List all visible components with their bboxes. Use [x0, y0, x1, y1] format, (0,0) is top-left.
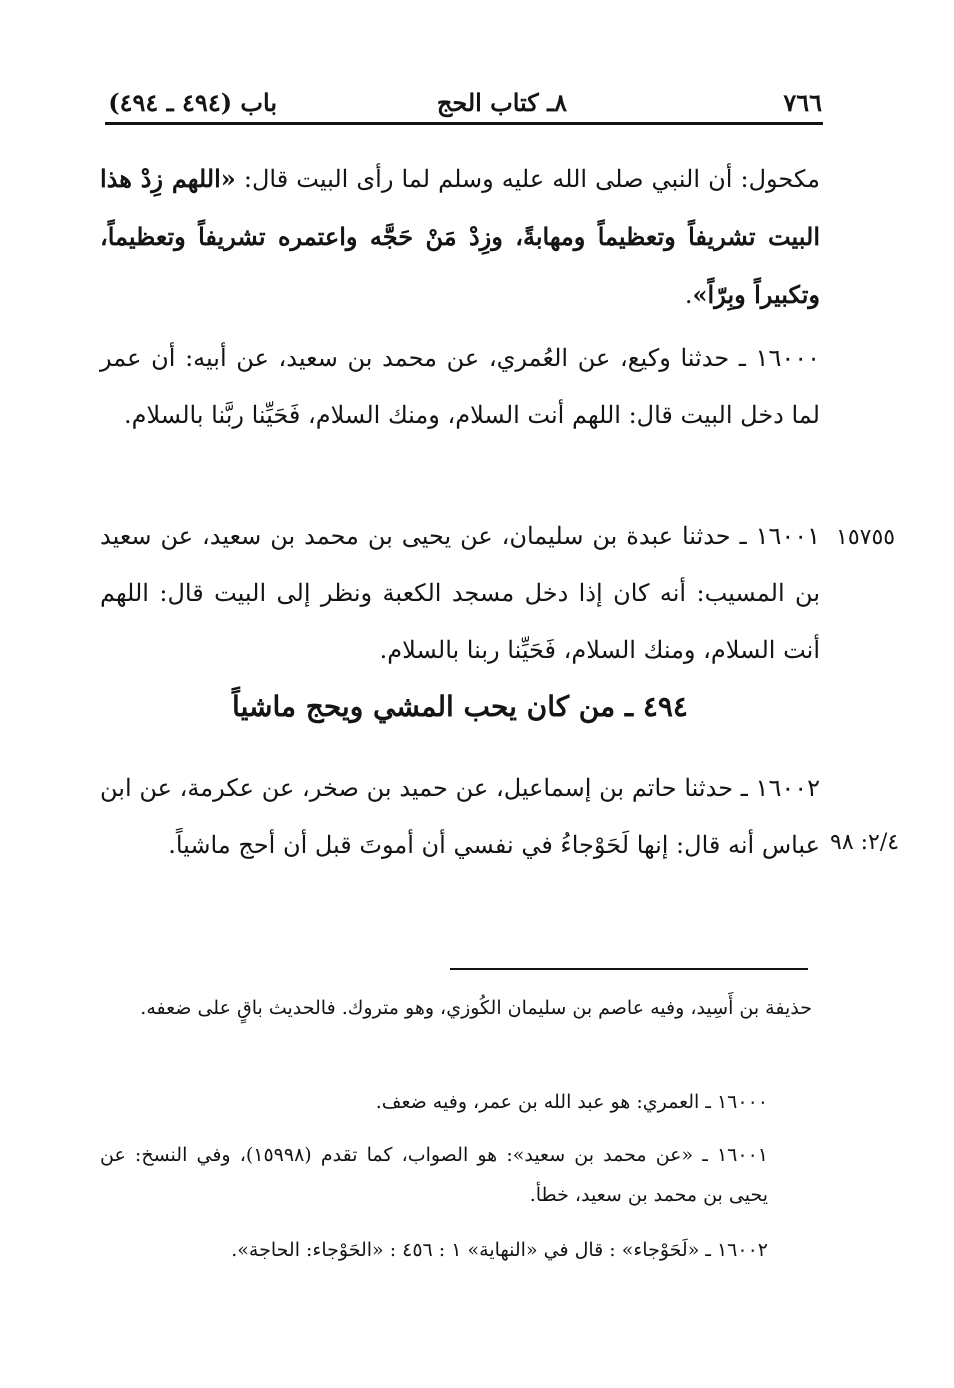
- page-number: ٧٦٦: [783, 88, 822, 117]
- footnote-16000: ١٦٠٠٠ ـ العمري: هو عبد الله بن عمر، وفيه ضعف.: [375, 1091, 768, 1113]
- section-heading: ٤٩٤ ـ من كان يحب المشي ويحج ماشياً: [232, 690, 688, 723]
- page-header: [100, 80, 822, 120]
- margin-reference-15755: ١٥٧٥٥: [836, 525, 896, 550]
- footnote-rule: [450, 968, 808, 970]
- margin-reference-volume: ٢/٤: ٩٨: [830, 830, 900, 855]
- paragraph-text: مكحول: أن النبي صلى الله عليه وسلم لما رأى البيت قال:: [235, 165, 821, 193]
- hadith-16001: ١٦٠٠١ ـ حدثنا عبدة بن سليمان، عن يحيى بن محمد بن سعيد، عن سعيد بن المسيب: أنه كان إذا دخل مسجد الكعبة ونظر إلى البيت قال: اللهم أنت السلام، ومنك السلام، فَحَيِّنا ربنا بالسلام.: [100, 522, 821, 664]
- footnote-continuation: حذيفة بن أَسِيد، وفيه عاصم بن سليمان الكُوزي، وهو متروك. فالحديث باقٍ على ضعفه.: [140, 997, 812, 1019]
- footnote-16001: ١٦٠٠١ ـ «عن محمد بن سعيد»: هو الصواب، كما تقدم (١٥٩٩٨)، وفي النسخ: عن يحيى بن محمد بن سعيد، خطأ.: [100, 1144, 768, 1206]
- hadith-16000: ١٦٠٠٠ ـ حدثنا وكيع، عن العُمري، عن محمد بن سعيد، عن أبيه: أن عمر لما دخل البيت قال: اللهم أنت السلام، ومنك السلام، فَحَيِّنا ربَّنا بالسلام.: [100, 344, 820, 429]
- book-title: ٨ـ كتاب الحج: [436, 88, 567, 117]
- chapter-range: باب (٤٩٤ ـ ٤٩٤): [108, 88, 277, 117]
- paragraph-end: .: [684, 281, 693, 309]
- dua-quote: «اللهم زِدْ هذا البيت تشريفاً وتعظيماً ومهابةً، وزِدْ مَنْ حَجَّه واعتمره تشريفاً وتعظيماً، وتكبيراً وبِرّاً»: [100, 164, 820, 309]
- hadith-16002: ١٦٠٠٢ ـ حدثنا حاتم بن إسماعيل، عن حميد بن صخر، عن عكرمة، عن ابن عباس أنه قال: إنها لَحَوْجاءُ في نفسي أن أموتَ قبل أن أحج ماشياً.: [100, 774, 820, 859]
- footnote-16002: ١٦٠٠٢ ـ «لَحَوْجاء» : قال في «النهاية» ١ : ٤٥٦ : «الحَوْجاء: الحاجة».: [231, 1239, 768, 1261]
- header-rule: [105, 122, 823, 125]
- paragraph-makhul: [100, 150, 820, 324]
